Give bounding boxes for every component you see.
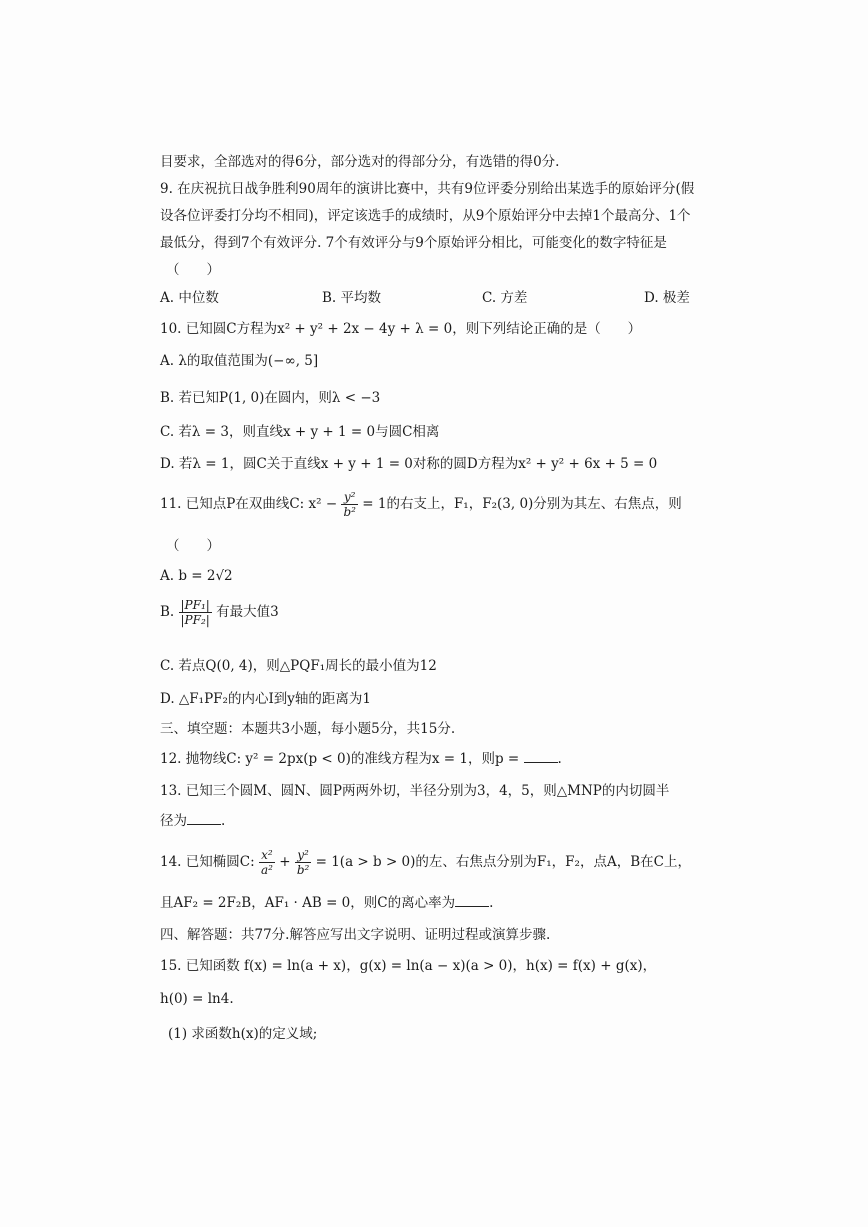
question-11-bracket: （ ）	[166, 538, 220, 554]
question-15-part-1: (1) 求函数h(x)的定义域;	[168, 1026, 318, 1042]
option-d: D. 极差	[644, 290, 690, 306]
question-12-end: .	[557, 751, 562, 767]
question-11-option-d: D. △F₁PF₂的内心I到y轴的距离为1	[160, 691, 371, 707]
question-15-line-1: 15. 已知函数 f(x) = ln(a + x)，g(x) = ln(a − x)(a > 0)，h(x) = f(x) + g(x)，	[160, 958, 657, 974]
question-15-line-2: h(0) = ln4.	[160, 991, 234, 1007]
fraction-y2-b2	[341, 490, 358, 519]
option-b-text: 有最大值3	[216, 604, 279, 620]
fraction-denominator: b²	[296, 863, 310, 877]
question-10-option-b: B. 若已知P(1, 0)在圆内，则λ < −3	[160, 390, 381, 406]
fraction-numerator: y²	[341, 490, 358, 505]
question-9-bracket: （ ）	[166, 262, 220, 278]
option-b-label: B.	[160, 604, 175, 620]
fraction-numerator: y²	[295, 848, 312, 863]
question-10-option-d: D. 若λ = 1，圆C关于直线x + y + 1 = 0对称的圆D方程为x² + y² + 6x + 5 = 0	[160, 456, 658, 472]
question-9-line-2: 设各位评委打分均不相同)，评定该选手的成绩时，从9个原始评分中去掉1个最高分、1个	[160, 208, 691, 224]
fraction-numerator: |PF₁|	[180, 598, 210, 612]
question-14-text-2: = 1(a > b > 0)的左、右焦点分别为F₁，F₂，点A，B在C上，	[315, 854, 691, 870]
answer-blank	[187, 812, 221, 825]
question-11-option-c: C. 若点Q(0, 4)，则△PQF₁周长的最小值为12	[160, 658, 437, 674]
fraction-pf1-pf2	[179, 598, 212, 627]
question-14-text-1: 14. 已知椭圆C:	[160, 854, 255, 870]
fraction-denominator: b²	[343, 505, 356, 519]
option-c: C. 方差	[482, 290, 528, 306]
question-14-end: .	[489, 895, 494, 911]
question-11-option-b	[160, 598, 279, 627]
fraction-y2-b2	[295, 848, 312, 877]
question-10-option-c: C. 若λ = 3，则直线x + y + 1 = 0与圆C相离	[160, 424, 440, 440]
question-13-end: .	[221, 813, 226, 829]
question-11-stem-part-1: 11. 已知点P在双曲线C: x² −	[160, 496, 338, 512]
answer-blank	[455, 894, 489, 907]
fraction-denominator: |PF₂|	[180, 613, 210, 627]
question-12	[160, 749, 562, 769]
question-10-option-a: A. λ的取值范围为(−∞, 5]	[160, 353, 319, 369]
question-11-option-a: A. b = 2√2	[160, 568, 233, 584]
option-a: A. 中位数	[160, 290, 219, 306]
plus-sign: +	[279, 854, 291, 870]
question-12-text: 12. 抛物线C: y² = 2px(p < 0)的准线方程为x = 1，则p =	[160, 751, 520, 767]
fraction-numerator: x²	[259, 848, 275, 863]
question-14-line-2	[160, 893, 493, 913]
question-9-line-1: 9. 在庆祝抗日战争胜利90周年的演讲比赛中，共有9位评委分别给出某选手的原始评分(假	[160, 181, 695, 197]
question-9-line-3: 最低分，得到7个有效评分. 7个有效评分与9个原始评分相比，可能变化的数字特征是	[160, 235, 667, 251]
question-13-line-1: 13. 已知三个圆M、圆N、圆P两两外切，半径分别为3，4，5，则△MNP的内切圆半	[160, 783, 670, 799]
section-4-heading: 四、解答题：共77分.解答应写出文字说明、证明过程或演算步骤.	[160, 927, 551, 943]
question-14-line-1	[160, 848, 691, 877]
text-line: 目要求，全部选对的得6分，部分选对的得部分分，有选错的得0分.	[160, 154, 560, 170]
fraction-denominator: a²	[260, 863, 273, 877]
question-9-options	[160, 288, 710, 308]
section-3-heading: 三、填空题：本题共3小题，每小题5分，共15分.	[160, 721, 456, 737]
fraction-x2-a2	[259, 848, 275, 877]
question-13-line-2	[160, 811, 225, 831]
question-13-text: 径为	[160, 813, 187, 829]
answer-blank	[524, 750, 558, 763]
question-14-text-3: 且AF₂ = 2F₂B，AF₁ · AB = 0，则C的离心率为	[160, 895, 456, 911]
question-11-stem	[160, 490, 682, 519]
question-10-stem: 10. 已知圆C方程为x² + y² + 2x − 4y + λ = 0，则下列结论正确的是（ ）	[160, 321, 642, 337]
option-b: B. 平均数	[322, 290, 382, 306]
question-11-stem-part-2: = 1的右支上，F₁，F₂(3, 0)分别为其左、右焦点，则	[362, 496, 682, 512]
